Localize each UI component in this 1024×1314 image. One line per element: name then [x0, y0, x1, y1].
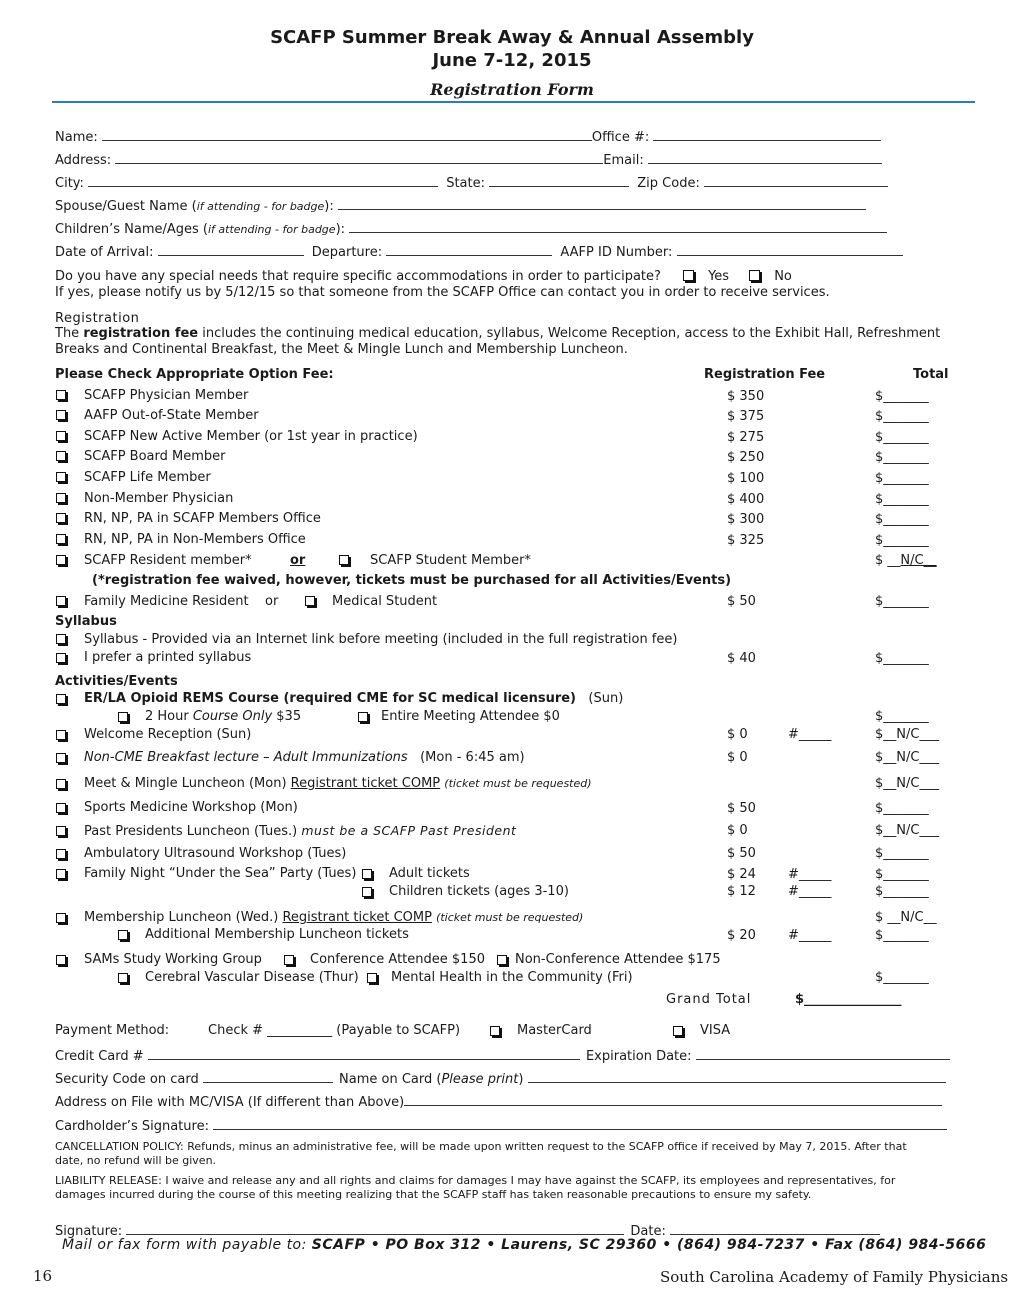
cancellation-policy-1: CANCELLATION POLICY: Refunds, minus an administrative fee, will be made upon written request to the SCAFP office if received by May 7, 2015. After that [55, 1140, 907, 1153]
past-presidents-row: Past Presidents Luncheon (Tues.) must be a SCAFP Past President [84, 823, 517, 839]
welcome-fee: $ 0 [727, 727, 748, 742]
past-presidents-checkbox[interactable] [56, 826, 66, 836]
cancellation-policy-2: date, no refund will be given. [55, 1154, 217, 1167]
children-field[interactable] [349, 220, 887, 233]
fee-option-checkbox[interactable] [56, 390, 66, 400]
fee-option-checkbox[interactable] [56, 513, 66, 523]
fee-option-amount: $ 250 [727, 450, 765, 465]
fee-option-checkbox[interactable] [56, 431, 66, 441]
syllabus-printed-fee: $ 40 [727, 651, 756, 666]
additional-membership-count[interactable]: #_____ [788, 928, 832, 943]
sports-total: $_______ [875, 801, 929, 816]
fee-option-checkbox[interactable] [56, 451, 66, 461]
sams-cvd-label: Cerebral Vascular Disease (Thur) [145, 970, 359, 985]
breakfast-row: Non-CME Breakfast lecture – Adult Immunizations (Mon - 6:45 am) [84, 750, 525, 765]
visa-checkbox[interactable] [673, 1026, 683, 1036]
name-field[interactable] [102, 128, 592, 141]
family-or-label: or [265, 594, 279, 609]
rems-total: $_______ [875, 709, 929, 724]
fee-option-label: SCAFP Board Member [84, 449, 226, 464]
student-label: SCAFP Student Member* [370, 553, 531, 568]
student-checkbox[interactable] [339, 555, 349, 565]
ultrasound-fee: $ 50 [727, 846, 756, 861]
resident-total: $ __N/C__ [875, 553, 937, 568]
syllabus-heading: Syllabus [55, 614, 117, 629]
fee-option-total[interactable]: $_______ [875, 450, 929, 465]
breakfast-fee: $ 0 [727, 750, 748, 765]
membership-total: $ __N/C__ [875, 910, 937, 925]
children-tickets-label: Children tickets (ages 3-10) [389, 884, 569, 899]
syllabus-printed-total: $_______ [875, 651, 929, 666]
fee-option-total[interactable]: $_______ [875, 533, 929, 548]
security-row: Security Code on card Name on Card (Please print) [55, 1070, 946, 1087]
children-tickets-count[interactable]: #_____ [788, 884, 832, 899]
aafp-id-field[interactable] [677, 243, 903, 256]
event-dates: June 7-12, 2015 [432, 50, 592, 71]
family-resident-checkbox[interactable] [56, 596, 66, 606]
additional-membership-label: Additional Membership Luncheon tickets [145, 927, 409, 942]
fee-option-amount: $ 275 [727, 430, 765, 445]
sams-nonconference-label: Non-Conference Attendee $175 [515, 952, 721, 967]
past-presidents-fee: $ 0 [727, 823, 748, 838]
fee-option-label: RN, NP, PA in SCAFP Members Office [84, 511, 321, 526]
resident-checkbox[interactable] [56, 555, 66, 565]
children-tickets-fee: $ 12 [727, 884, 756, 899]
fee-option-total[interactable]: $_______ [875, 471, 929, 486]
fee-option-total[interactable]: $_______ [875, 492, 929, 507]
organization-name: South Carolina Academy of Family Physicians [660, 1268, 1009, 1286]
mastercard-label: MasterCard [517, 1023, 592, 1038]
family-resident-label: Family Medicine Resident [84, 594, 249, 609]
children-tickets-total: $_______ [875, 884, 929, 899]
rems-checkbox[interactable] [56, 694, 66, 704]
rems-row: ER/LA Opioid REMS Course (required CME for SC medical licensure) (Sun) [84, 691, 624, 706]
rems-course-only-label: 2 Hour Course Only $35 [145, 709, 302, 724]
fee-option-total[interactable]: $_______ [875, 409, 929, 424]
fees-heading: Please Check Appropriate Option Fee: [55, 367, 334, 382]
syllabus-online-label: Syllabus - Provided via an Internet link before meeting (included in the full registration fee) [84, 632, 678, 647]
cardholder-row: Cardholder’s Signature: [55, 1117, 947, 1134]
city-row: City: State: Zip Code: [55, 174, 888, 191]
medical-student-label: Medical Student [332, 594, 438, 609]
sports-checkbox[interactable] [56, 803, 66, 813]
rems-entire-meeting-label: Entire Meeting Attendee $0 [381, 709, 560, 724]
arrival-field[interactable] [158, 243, 304, 256]
breakfast-checkbox[interactable] [56, 753, 66, 763]
signature-row: Signature: Date: [55, 1222, 880, 1239]
mingle-total: $__N/C___ [875, 776, 939, 791]
fee-option-label: SCAFP Physician Member [84, 388, 249, 403]
signature-field[interactable] [126, 1222, 624, 1235]
past-presidents-total: $__N/C___ [875, 823, 939, 838]
adult-tickets-label: Adult tickets [389, 866, 470, 881]
family-total: $_______ [875, 594, 929, 609]
mingle-row: Meet & Mingle Luncheon (Mon) Registrant ticket COMP (ticket must be requested) [84, 776, 592, 791]
welcome-total: $__N/C___ [875, 727, 939, 742]
special-needs-note: If yes, please notify us by 5/12/15 so that someone from the SCAFP Office can contact you in order to receive services. [55, 285, 830, 300]
cardholder-signature-field[interactable] [213, 1117, 947, 1130]
fee-column-header: Registration Fee [704, 367, 826, 382]
family-fee: $ 50 [727, 594, 756, 609]
fee-option-checkbox[interactable] [56, 534, 66, 544]
membership-checkbox[interactable] [56, 913, 66, 923]
fee-option-label: AAFP Out-of-State Member [84, 408, 259, 423]
breakfast-total: $__N/C___ [875, 750, 939, 765]
welcome-count[interactable]: #_____ [788, 727, 832, 742]
address-on-file-field[interactable] [404, 1093, 942, 1106]
visa-label: VISA [700, 1023, 731, 1038]
security-code-field[interactable] [203, 1070, 333, 1083]
syllabus-printed-checkbox[interactable] [56, 653, 66, 663]
welcome-label: Welcome Reception (Sun) [84, 727, 252, 742]
expiration-field[interactable] [696, 1047, 950, 1060]
address-row: Address: Email: [55, 151, 882, 168]
departure-field[interactable] [386, 243, 552, 256]
welcome-checkbox[interactable] [56, 730, 66, 740]
sams-checkbox[interactable] [56, 955, 66, 965]
adult-tickets-total: $_______ [875, 867, 929, 882]
registration-text: The registration fee includes the continuing medical education, syllabus, Welcome Reception, access to the Exhibit Hall, Refreshment [55, 326, 941, 341]
fee-option-label: Non-Member Physician [84, 491, 234, 506]
sports-fee: $ 50 [727, 801, 756, 816]
email-field[interactable] [648, 151, 882, 164]
dates-row: Date of Arrival: Departure: AAFP ID Number: [55, 243, 903, 260]
sports-label: Sports Medicine Workshop (Mon) [84, 800, 298, 815]
spouse-field[interactable] [338, 197, 866, 210]
address-file-row: Address on File with MC/VISA (If different than Above) [55, 1093, 942, 1110]
adult-tickets-fee: $ 24 [727, 867, 756, 882]
sams-mental-health-label: Mental Health in the Community (Fri) [391, 970, 633, 985]
fee-option-amount: $ 375 [727, 409, 765, 424]
additional-membership-fee: $ 20 [727, 928, 756, 943]
resident-label: SCAFP Resident member* [84, 553, 252, 568]
fee-option-total[interactable]: $_______ [875, 512, 929, 527]
fee-option-label: RN, NP, PA in Non-Members Office [84, 532, 306, 547]
sams-cvd-checkbox[interactable] [118, 973, 128, 983]
children-tickets-checkbox[interactable] [362, 887, 372, 897]
spouse-row: Spouse/Guest Name (if attending - for badge): [55, 197, 866, 214]
fee-option-checkbox[interactable] [56, 410, 66, 420]
fee-option-checkbox[interactable] [56, 472, 66, 482]
waived-note: (*registration fee waived, however, tickets must be purchased for all Activities/Events) [92, 573, 732, 588]
fee-option-amount: $ 350 [727, 389, 765, 404]
adult-tickets-count[interactable]: #_____ [788, 867, 832, 882]
grand-total-label: Grand Total [666, 992, 752, 1007]
fee-option-label: SCAFP New Active Member (or 1st year in practice) [84, 429, 418, 444]
credit-card-row: Credit Card # Expiration Date: [55, 1047, 950, 1064]
zip-field[interactable] [704, 174, 888, 187]
office-field[interactable] [653, 128, 881, 141]
fee-option-amount: $ 400 [727, 492, 765, 507]
liability-release-2: damages incurred during the course of this meeting realizing that the SCAFP staff has taken reasonable precautions to ensure my safety. [55, 1188, 812, 1201]
sams-total: $_______ [875, 970, 929, 985]
syllabus-online-checkbox[interactable] [56, 634, 66, 644]
header-rule [52, 101, 975, 103]
state-field[interactable] [489, 174, 629, 187]
name-on-card-field[interactable] [528, 1070, 946, 1083]
sams-label: SAMs Study Working Group [84, 952, 262, 967]
fee-option-total[interactable]: $_______ [875, 430, 929, 445]
additional-membership-total: $_______ [875, 928, 929, 943]
fee-option-total[interactable]: $_______ [875, 389, 929, 404]
adult-tickets-checkbox[interactable] [362, 869, 372, 879]
date-field[interactable] [670, 1222, 880, 1235]
fee-option-amount: $ 100 [727, 471, 765, 486]
sams-mental-health-checkbox[interactable] [367, 973, 377, 983]
credit-card-field[interactable] [148, 1047, 580, 1060]
form-title: Registration Form [430, 80, 594, 99]
payment-method-label: Payment Method: [55, 1023, 170, 1038]
mastercard-checkbox[interactable] [490, 1026, 500, 1036]
family-night-label: Family Night “Under the Sea” Party (Tues) [84, 866, 357, 881]
rems-course-only-checkbox[interactable] [118, 712, 128, 722]
additional-membership-checkbox[interactable] [118, 930, 128, 940]
sams-nonconference-checkbox[interactable] [497, 955, 507, 965]
mingle-checkbox[interactable] [56, 779, 66, 789]
special-needs-row: Do you have any special needs that require specific accommodations in order to participate? Yes No [55, 269, 792, 284]
activities-heading: Activities/Events [55, 674, 178, 689]
yes-checkbox[interactable] [683, 270, 694, 281]
mail-instructions: Mail or fax form with payable to: SCAFP • PO Box 312 • Laurens, SC 29360 • (864) 984-7237 • Fax (864) 984-5666 [62, 1237, 987, 1253]
address-field[interactable] [115, 151, 603, 164]
no-checkbox[interactable] [749, 270, 760, 281]
fee-option-amount: $ 300 [727, 512, 765, 527]
page-number: 16 [33, 1267, 53, 1285]
check-label: Check # __________ (Payable to SCAFP) [208, 1023, 461, 1038]
fee-option-amount: $ 325 [727, 533, 765, 548]
event-title: SCAFP Summer Break Away & Annual Assembly [270, 27, 754, 48]
ultrasound-total: $_______ [875, 846, 929, 861]
total-column-header: Total [913, 367, 949, 382]
liability-release-1: LIABILITY RELEASE: I waive and release any and all rights and claims for damages I may have against the SCAFP, its employees and representatives, for [55, 1174, 896, 1187]
syllabus-printed-label: I prefer a printed syllabus [84, 650, 252, 665]
medical-student-checkbox[interactable] [305, 596, 315, 606]
family-night-checkbox[interactable] [56, 869, 66, 879]
grand-total-value: $_______________ [795, 992, 902, 1007]
city-field[interactable] [88, 174, 438, 187]
ultrasound-label: Ambulatory Ultrasound Workshop (Tues) [84, 846, 347, 861]
ultrasound-checkbox[interactable] [56, 849, 66, 859]
children-row: Children’s Name/Ages (if attending - for badge): [55, 220, 887, 237]
membership-row: Membership Luncheon (Wed.) Registrant ticket COMP (ticket must be requested) [84, 910, 584, 925]
registration-text-2: Breaks and Continental Breakfast, the Meet & Mingle Lunch and Membership Luncheon. [55, 342, 628, 357]
sams-conference-checkbox[interactable] [284, 955, 294, 965]
registration-heading: Registration [55, 311, 140, 326]
rems-entire-meeting-checkbox[interactable] [358, 712, 368, 722]
fee-option-label: SCAFP Life Member [84, 470, 211, 485]
fee-option-checkbox[interactable] [56, 493, 66, 503]
or-label: or [290, 553, 306, 568]
sams-conference-label: Conference Attendee $150 [310, 952, 485, 967]
name-row: Name: Office #: [55, 128, 881, 145]
